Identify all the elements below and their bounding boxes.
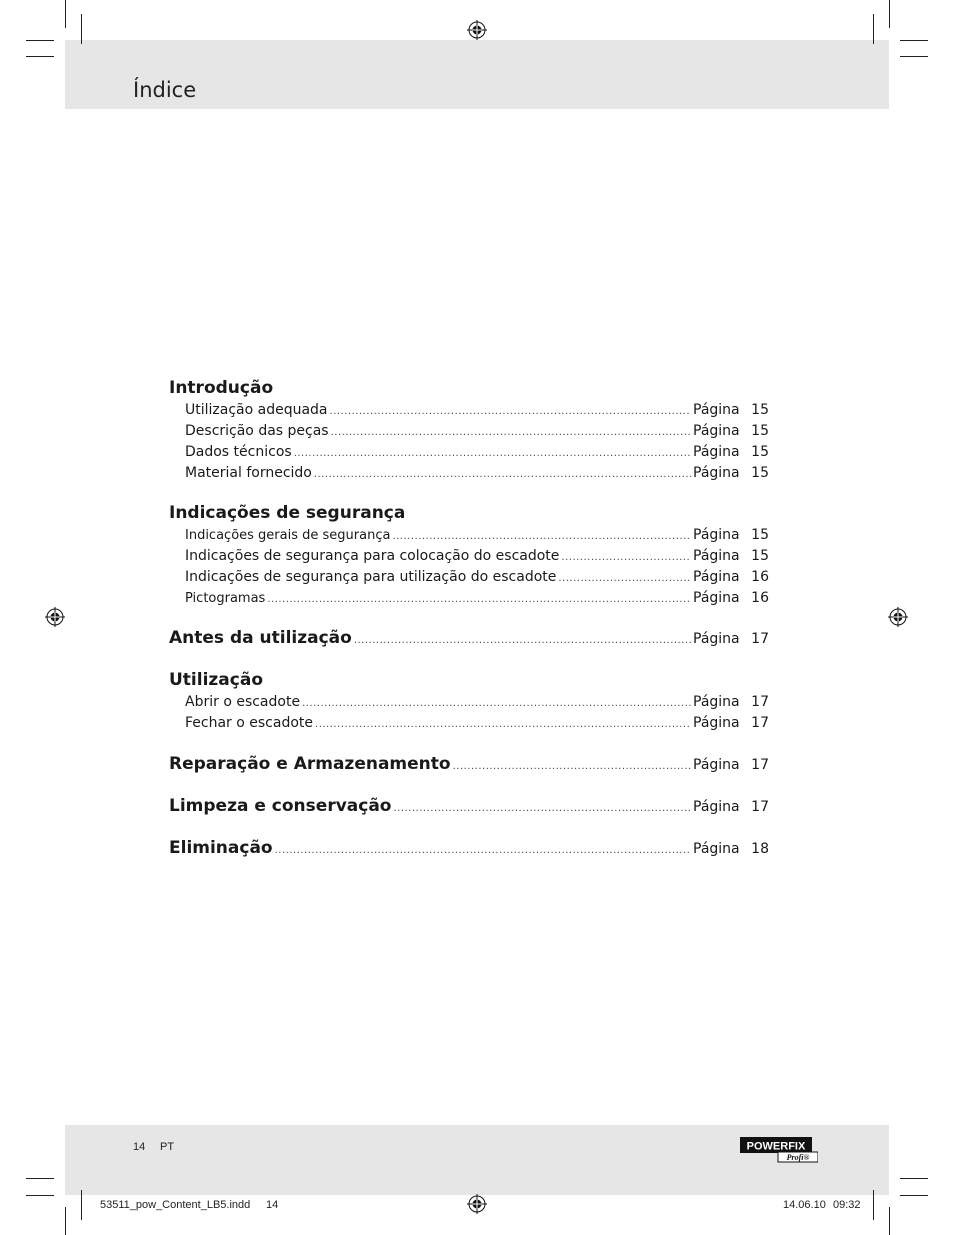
- toc-heading: Eliminação: [169, 838, 273, 858]
- page-number: 17: [751, 799, 769, 815]
- powerfix-logo: [740, 1137, 818, 1163]
- leader-dots: [267, 594, 691, 605]
- page-number: 15: [751, 402, 769, 418]
- leader-dots: [330, 406, 691, 417]
- leader-dots: [275, 845, 691, 856]
- toc-section-introducao: [169, 378, 769, 503]
- page-word: Página: [693, 465, 740, 481]
- page-number: 17: [751, 631, 769, 647]
- page-number: 17: [751, 757, 769, 773]
- logo-text: POWERFIX: [746, 1140, 806, 1153]
- leader-dots: [392, 531, 691, 542]
- toc-heading: Indicações de segurança: [169, 503, 406, 523]
- toc-entry-label: Utilização adequada: [185, 402, 328, 418]
- leader-dots: [453, 761, 691, 772]
- leader-dots: [561, 552, 691, 563]
- toc-entry-label: Pictogramas: [185, 591, 266, 606]
- page-word: Página: [693, 715, 740, 731]
- crop-mark: [26, 56, 54, 57]
- crop-mark: [26, 40, 54, 41]
- registration-mark-icon: [888, 607, 908, 627]
- toc-entry-label: Indicações de segurança para colocação do escadote: [185, 548, 560, 564]
- crop-mark: [873, 1190, 874, 1220]
- crop-mark: [900, 56, 928, 57]
- page-word: Página: [693, 694, 740, 710]
- slug-file-page: 14: [266, 1199, 279, 1211]
- logo-sub-text: Profi®: [786, 1153, 810, 1162]
- toc-entry-label: Abrir o escadote: [185, 694, 301, 710]
- page-word: Página: [693, 548, 740, 564]
- leader-dots: [294, 448, 691, 459]
- leader-dots: [331, 427, 691, 438]
- toc-entry-label: Material fornecido: [185, 465, 312, 481]
- toc-entry[interactable]: [169, 465, 769, 486]
- toc-entry[interactable]: [169, 444, 769, 465]
- leader-dots: [315, 719, 691, 730]
- toc-entry[interactable]: [169, 569, 769, 590]
- footer-page-number: 14: [133, 1141, 146, 1153]
- crop-mark: [81, 14, 82, 44]
- toc-heading: Utilização: [169, 670, 264, 690]
- page-word: Página: [693, 631, 740, 647]
- crop-mark: [873, 14, 874, 44]
- slug-time: 09:32: [833, 1199, 861, 1211]
- toc-entry-label: Indicações gerais de segurança: [185, 528, 391, 543]
- crop-mark: [26, 1195, 54, 1196]
- page-number: 15: [751, 423, 769, 439]
- toc-entry[interactable]: [169, 548, 769, 569]
- crop-mark: [65, 0, 66, 28]
- registration-mark-icon: [467, 20, 487, 40]
- footer-language: PT: [160, 1141, 175, 1153]
- page-word: Página: [693, 527, 740, 543]
- registration-mark-icon: [45, 607, 65, 627]
- registration-mark-icon: [467, 1194, 487, 1214]
- toc-heading-entry[interactable]: [169, 628, 769, 670]
- page-number: 15: [751, 444, 769, 460]
- toc-entry[interactable]: [169, 423, 769, 444]
- page-number: 15: [751, 548, 769, 564]
- page-word: Página: [693, 841, 740, 857]
- toc-entry-label: Dados técnicos: [185, 444, 292, 460]
- leader-dots: [354, 635, 691, 646]
- page-word: Página: [693, 757, 740, 773]
- toc-heading-entry[interactable]: [169, 754, 769, 796]
- toc-entry-label: Indicações de segurança para utilização do escadote: [185, 569, 557, 585]
- toc-entry[interactable]: [169, 527, 769, 548]
- toc-entry[interactable]: [169, 402, 769, 423]
- toc-heading: Limpeza e conservação: [169, 796, 392, 816]
- toc-entry[interactable]: [169, 694, 769, 715]
- page-word: Página: [693, 402, 740, 418]
- toc-heading: Reparação e Armazenamento: [169, 754, 451, 774]
- slug-file-name: 53511_pow_Content_LB5.indd: [100, 1199, 251, 1211]
- toc-heading: Introdução: [169, 378, 274, 398]
- toc-section-seguranca: [169, 503, 769, 628]
- page-title: Índice: [133, 78, 197, 102]
- page-word: Página: [693, 444, 740, 460]
- toc-heading: Antes da utilização: [169, 628, 352, 648]
- page-number: 16: [751, 590, 769, 606]
- page-number: 17: [751, 694, 769, 710]
- toc-entry[interactable]: [169, 590, 769, 611]
- leader-dots: [314, 469, 691, 480]
- crop-mark: [900, 1178, 928, 1179]
- leader-dots: [393, 803, 691, 814]
- leader-dots: [302, 698, 691, 709]
- page-word: Página: [693, 569, 740, 585]
- page-number: 16: [751, 569, 769, 585]
- crop-mark: [900, 40, 928, 41]
- toc-entry[interactable]: [169, 715, 769, 736]
- crop-mark: [81, 1190, 82, 1220]
- crop-mark: [26, 1178, 54, 1179]
- crop-mark: [900, 1195, 928, 1196]
- page-number: 18: [751, 841, 769, 857]
- leader-dots: [558, 573, 691, 584]
- page-word: Página: [693, 799, 740, 815]
- page-word: Página: [693, 590, 740, 606]
- toc-heading-entry[interactable]: [169, 796, 769, 838]
- toc-entry-label: Fechar o escadote: [185, 715, 314, 731]
- slug-date: 14.06.10: [783, 1199, 826, 1211]
- toc-entry-label: Descrição das peças: [185, 423, 329, 439]
- crop-mark: [889, 0, 890, 28]
- table-of-contents: [169, 378, 769, 880]
- crop-mark: [65, 1207, 66, 1235]
- page-number: 15: [751, 465, 769, 481]
- page-number: 15: [751, 527, 769, 543]
- toc-heading-entry[interactable]: [169, 838, 769, 880]
- toc-section-utilizacao: [169, 670, 769, 754]
- page-number: 17: [751, 715, 769, 731]
- crop-mark: [889, 1207, 890, 1235]
- page-word: Página: [693, 423, 740, 439]
